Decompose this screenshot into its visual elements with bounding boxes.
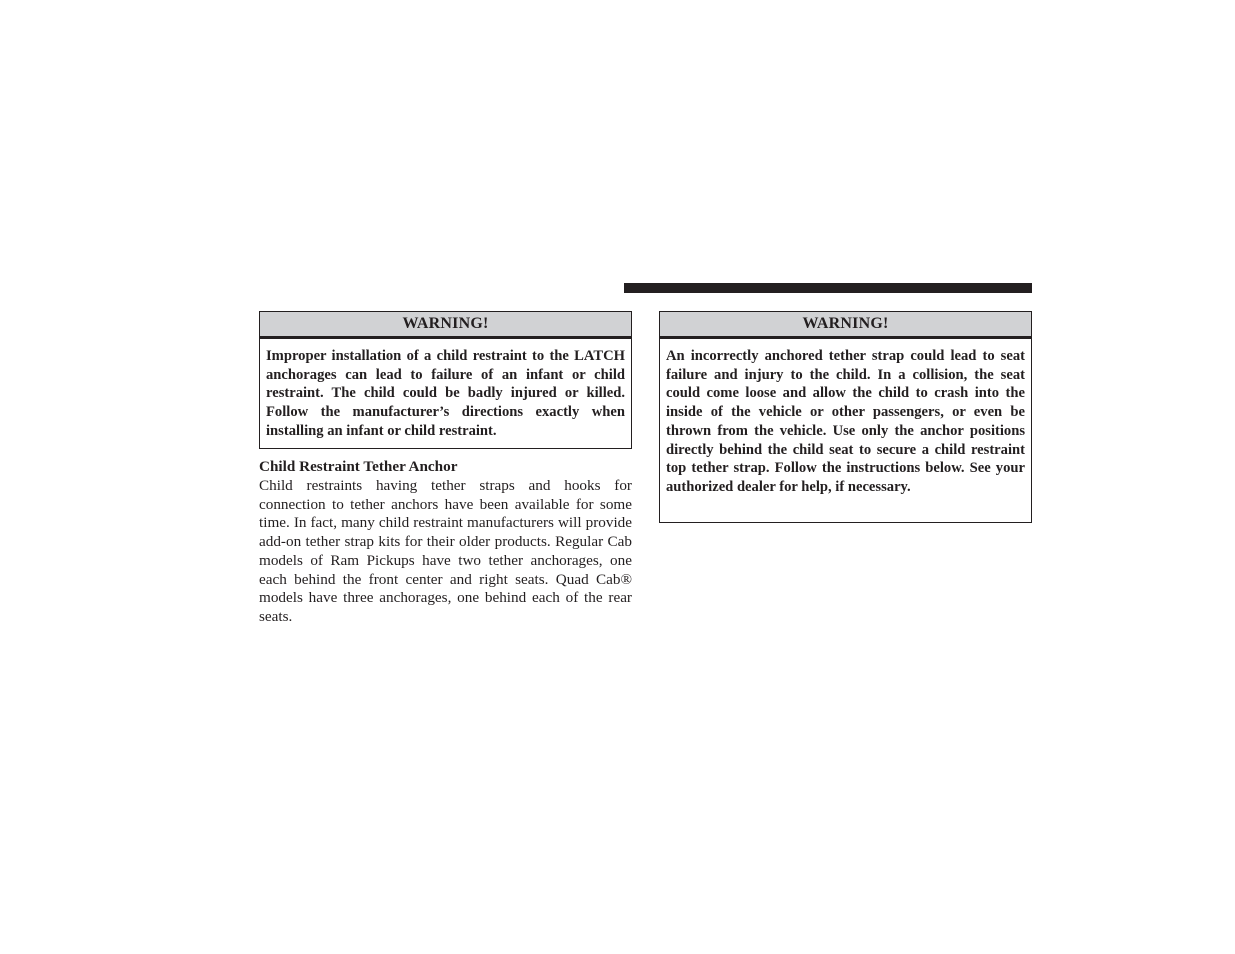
warning-box-latch — [259, 311, 632, 449]
warning-text: An incorrectly anchored tether strap could lead to seat failure and injury to the child. In a collision, the seat could come loose and allow the child to crash into the inside of the vehicle or other passengers, or even be thrown from the vehicle. Use only the anchor positions directly behind the child seat to secure a child restraint top tether strap. Follow the instructions below. See your authorized dealer for help, if necessary. — [666, 348, 1025, 495]
tether-anchor-section — [259, 457, 632, 627]
section-heading: Child Restraint Tether Anchor — [259, 458, 458, 475]
warning-title: WARNING! — [660, 312, 1031, 339]
section-body: Child restraints having tether straps and hooks for connection to tether anchors have been available for some time. In fact, many child restraint manufacturers will provide add-on tether strap kits for their older products. Regular Cab models of Ram Pickups have two tether anchorages, one each behind the front center and right seats. Quad Cab® models have three anchorages, one behind each of the rear seats. — [259, 477, 632, 625]
warning-box-tether — [659, 311, 1032, 523]
warning-title: WARNING! — [260, 312, 631, 339]
header-rule — [624, 283, 1032, 293]
warning-text: Improper installation of a child restraint to the LATCH anchorages can lead to failure of an infant or child restraint. The child could be badly injured or killed. Follow the manufacturer’s directions exactly when installing an infant or child restraint. — [266, 348, 625, 439]
